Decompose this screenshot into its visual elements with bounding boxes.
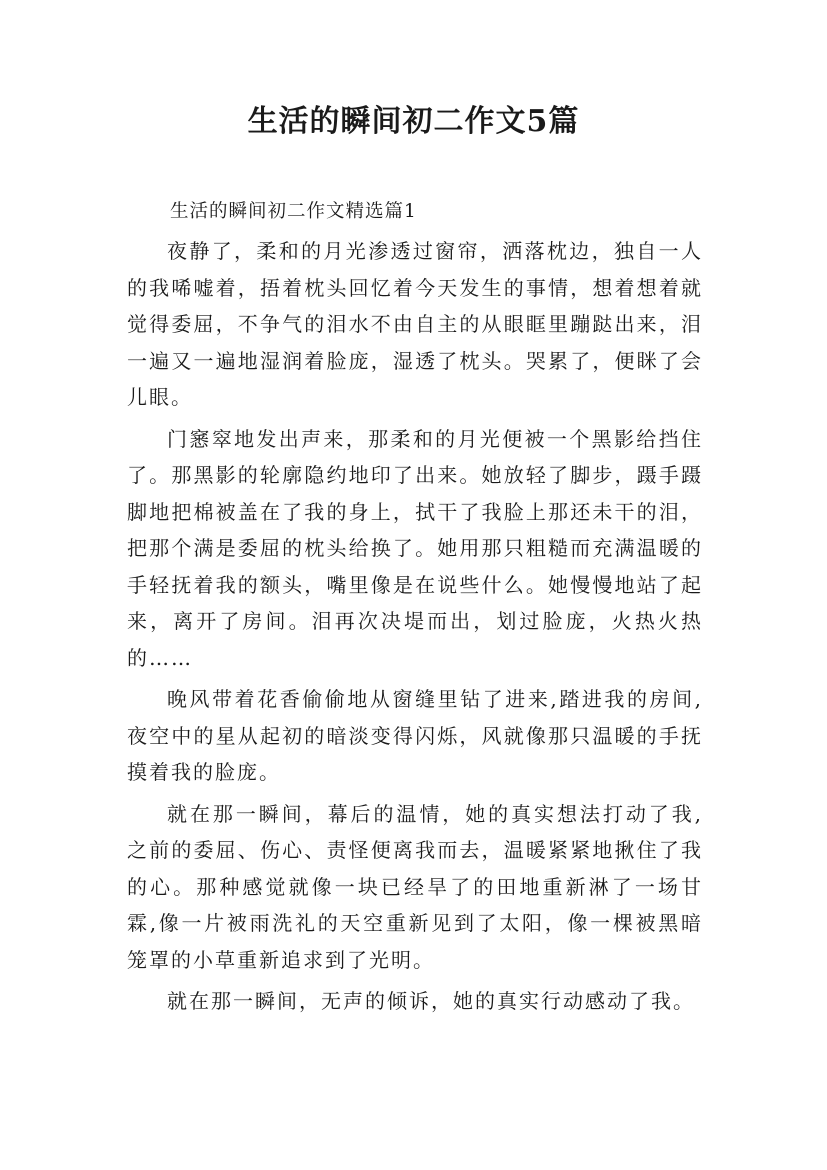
paragraph-5: 就在那一瞬间，无声的倾诉，她的真实行动感动了我。	[167, 989, 695, 1013]
paragraph-1: 夜静了，柔和的月光渗透过窗帘，洒落枕边，独自一人的我唏嘘着，捂着枕头回忆着今天发生的事情，想着想着就觉得委屈，不争气的泪水不由自主的从眼眶里蹦跶出来，泪一遍又一遍地湿润着脸庞，湿透了枕头。哭累了，便眯了会儿眼。	[127, 239, 703, 409]
document-title: 生活的瞬间初二作文5篇	[247, 104, 580, 139]
document-body	[127, 233, 703, 1025]
paragraph-3: 晚风带着花香偷偷地从窗缝里钻了进来,踏进我的房间,夜空中的星从起初的暗淡变得闪烁，风就像那只温暖的手抚摸着我的脸庞。	[127, 687, 703, 784]
paragraph-2: 门窸窣地发出声来，那柔和的月光便被一个黑影给挡住了。那黑影的轮廓隐约地印了出来。她放轻了脚步，蹑手蹑脚地把棉被盖在了我的身上，拭干了我脸上那还未干的泪，把那个满是委屈的枕头给换了。她用那只粗糙而充满温暖的手轻抚着我的额头，嘴里像是在说些什么。她慢慢地站了起来，离开了房间。泪再次决堤而出，划过脸庞，火热火热的……	[127, 426, 703, 670]
paragraph-4: 就在那一瞬间，幕后的温情，她的真实想法打动了我,之前的委屈、伤心、责怪便离我而去，温暖紧紧地揪住了我的心。那种感觉就像一块已经旱了的田地重新淋了一场甘霖,像一片被雨洗礼的天空重新见到了太阳，像一棵被黑暗笼罩的小草重新追求到了光明。	[127, 801, 703, 972]
section-heading: 生活的瞬间初二作文精选篇1	[170, 201, 417, 222]
